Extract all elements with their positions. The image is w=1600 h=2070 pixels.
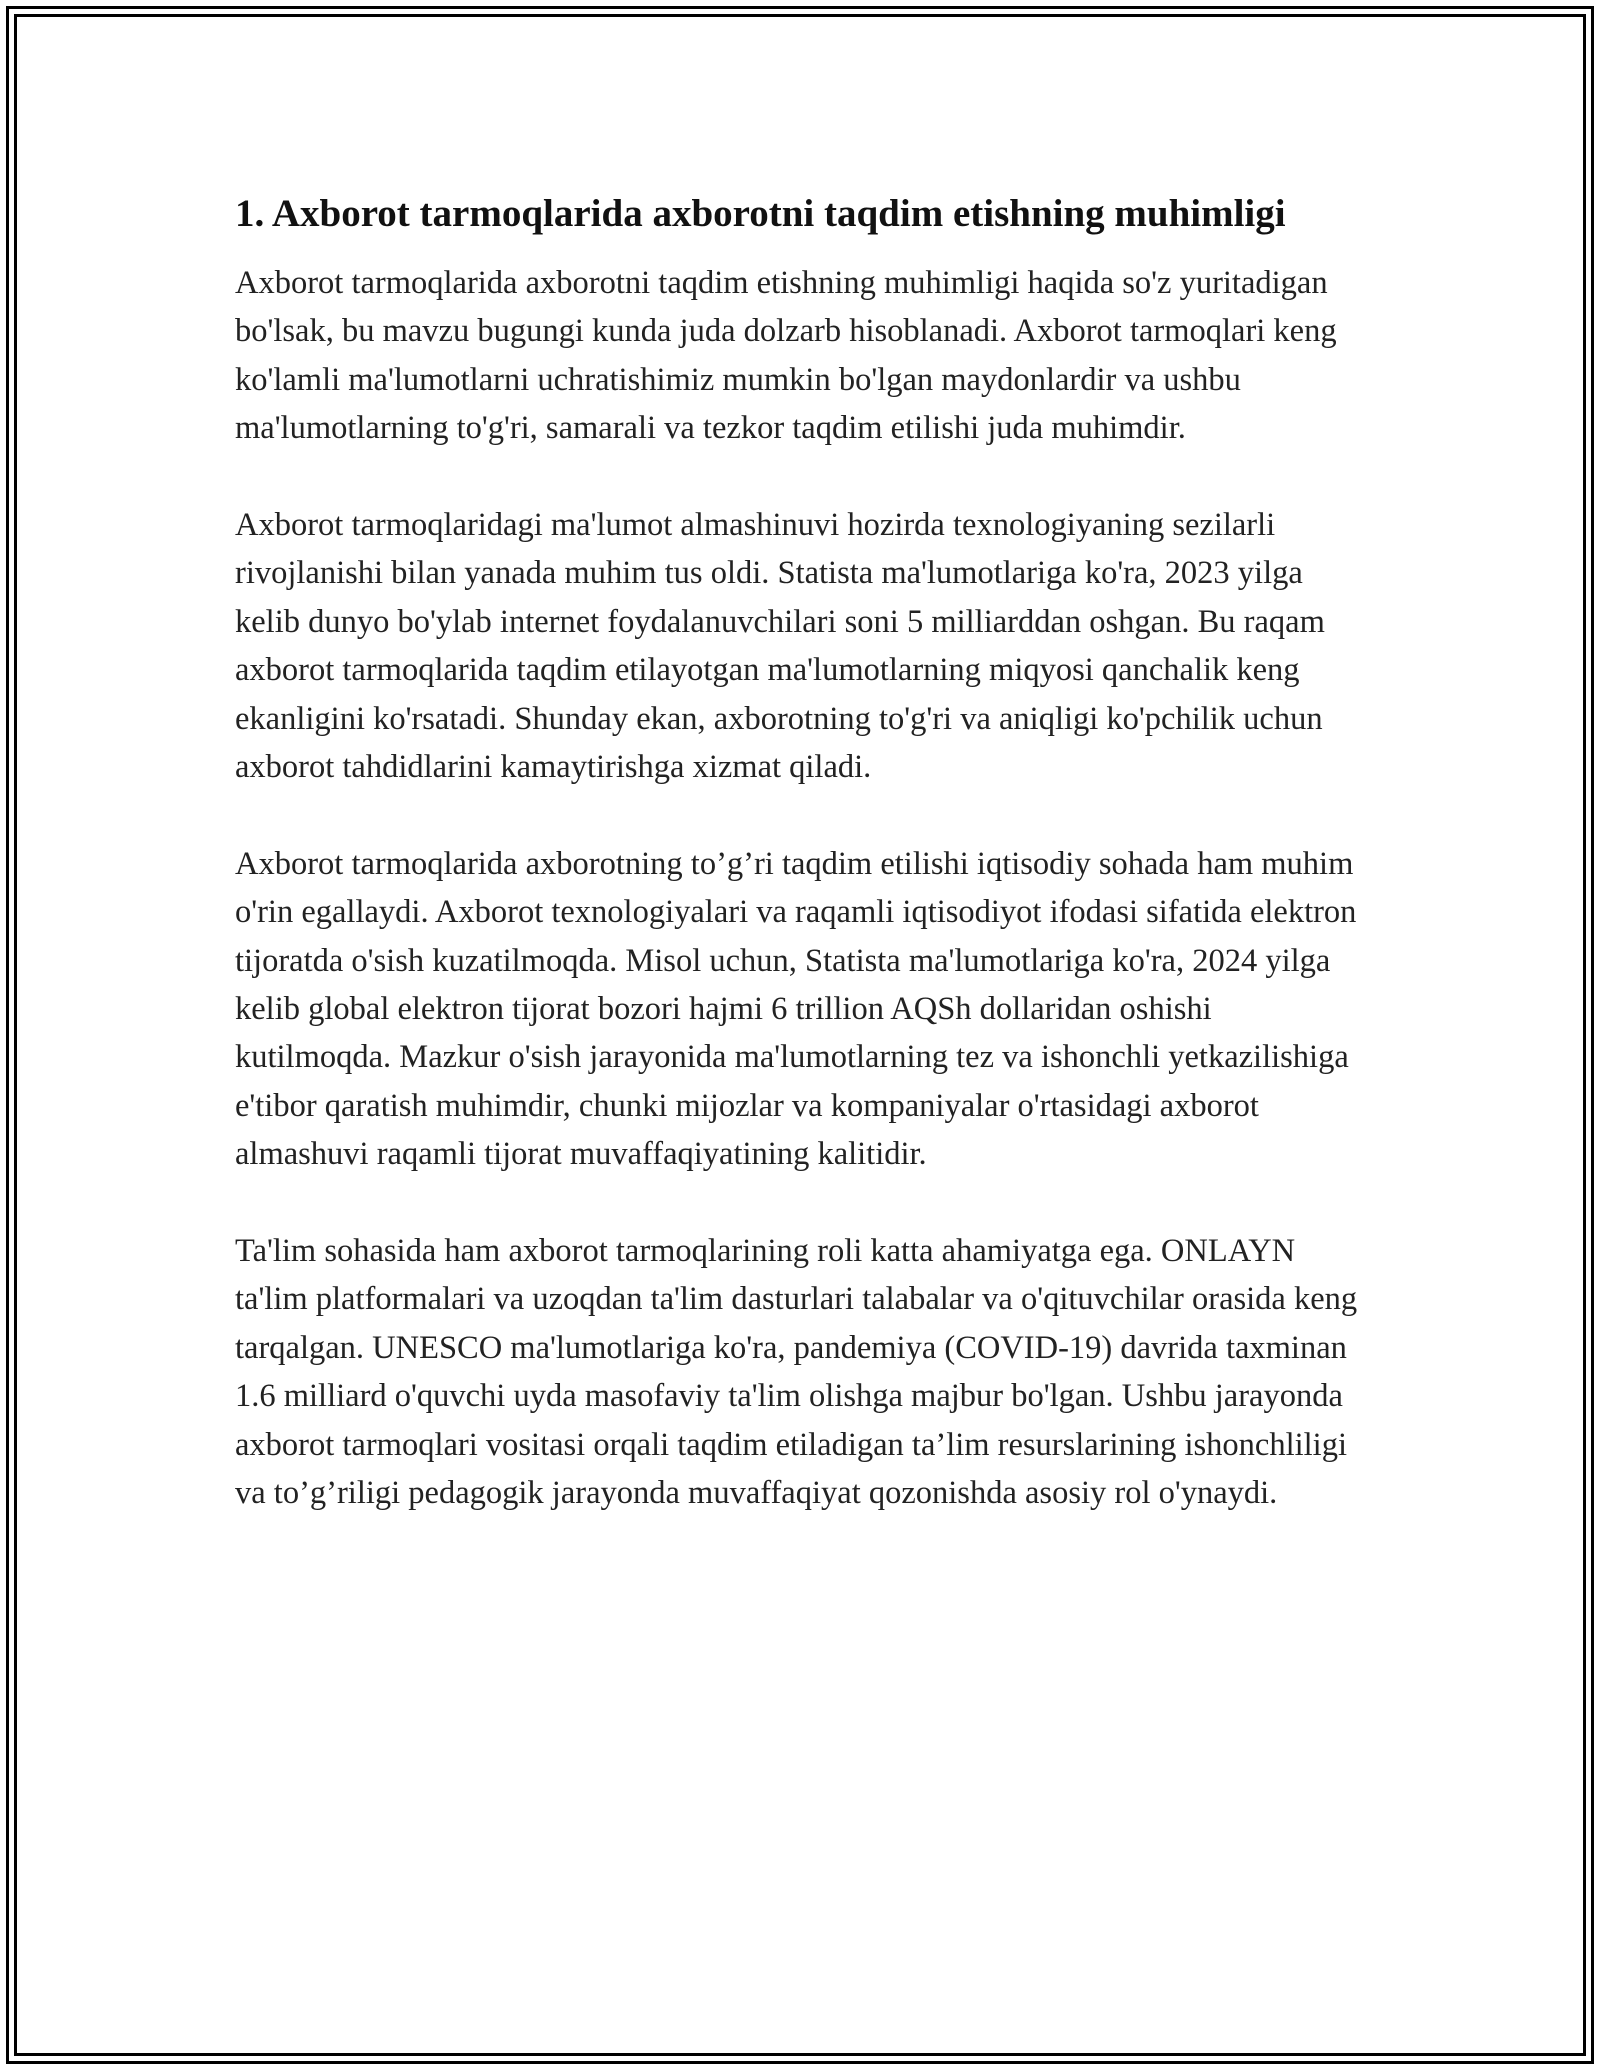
paragraph-intro: Axborot tarmoqlarida axborotni taqdim etishning muhimligi haqida so'z yuritadigan bo'lsak, bu mavzu bugungi kunda juda dolzarb hisoblanadi. Axborot tarmoqlari keng ko'lamli ma'lumotlarni uchratishimiz mumkin bo'lgan maydonlardir va ushbu ma'lumotlarning to'g'ri, samarali va tezkor taqdim etilishi juda muhimdir. [235, 265, 1337, 447]
paragraph-education: Ta'lim sohasida ham axborot tarmoqlarining roli katta ahamiyatga ega. ONLAYN ta'lim platformalari va uzoqdan ta'lim dasturlari talabalar va o'qituvchilar orasida keng tarqalgan. UNESCO ma'lumotlariga ko'ra, pandemiya (COVID-19) davrida taxminan 1.6 milliard o'quvchi uyda masofaviy ta'lim olishga majbur bo'lgan. Ushbu jarayonda axborot tarmoqlari vositasi orqali taqdim etiladigan ta’lim resurslarining ishonchliligi va to’g’riligi pedagogik jarayonda muvaffaqiyat qozonishda asosiy rol o'ynaydi. [235, 1233, 1358, 1512]
section-heading: 1. Axborot tarmoqlarida axborotni taqdim etishning muhimligi [235, 192, 1286, 235]
document-body [235, 186, 1365, 1566]
paragraph-ecommerce: Axborot tarmoqlarida axborotning to’g’ri taqdim etilishi iqtisodiy sohada ham muhim o'rin egallaydi. Axborot texnologiyalari va raqamli iqtisodiyot ifodasi sifatida elektron tijoratda o'sish kuzatilmoqda. Misol uchun, Statista ma'lumotlariga ko'ra, 2024 yilga kelib global elektron tijorat bozori hajmi 6 trillion AQSh dollaridan oshishi kutilmoqda. Mazkur o'sish jarayonida ma'lumotlarning tez va ishonchli yetkazilishiga e'tibor qaratish muhimdir, chunki mijozlar va kompaniyalar o'rtasidagi axborot almashuvi raqamli tijorat muvaffaqiyatining kalitidir. [235, 845, 1357, 1173]
paragraph-internet-users: Axborot tarmoqlaridagi ma'lumot almashinuvi hozirda texnologiyaning sezilarli rivojlanishi bilan yanada muhim tus oldi. Statista ma'lumotlariga ko'ra, 2023 yilga kelib dunyo bo'ylab internet foydalanuvchilari soni 5 milliarddan oshgan. Bu raqam axborot tarmoqlarida taqdim etilayotgan ma'lumotlarning miqyosi qanchalik keng ekanligini ko'rsatadi. Shunday ekan, axborotning to'g'ri va aniqligi ko'pchilik uchun axborot tahdidlarini kamaytirishga xizmat qiladi. [235, 507, 1325, 786]
